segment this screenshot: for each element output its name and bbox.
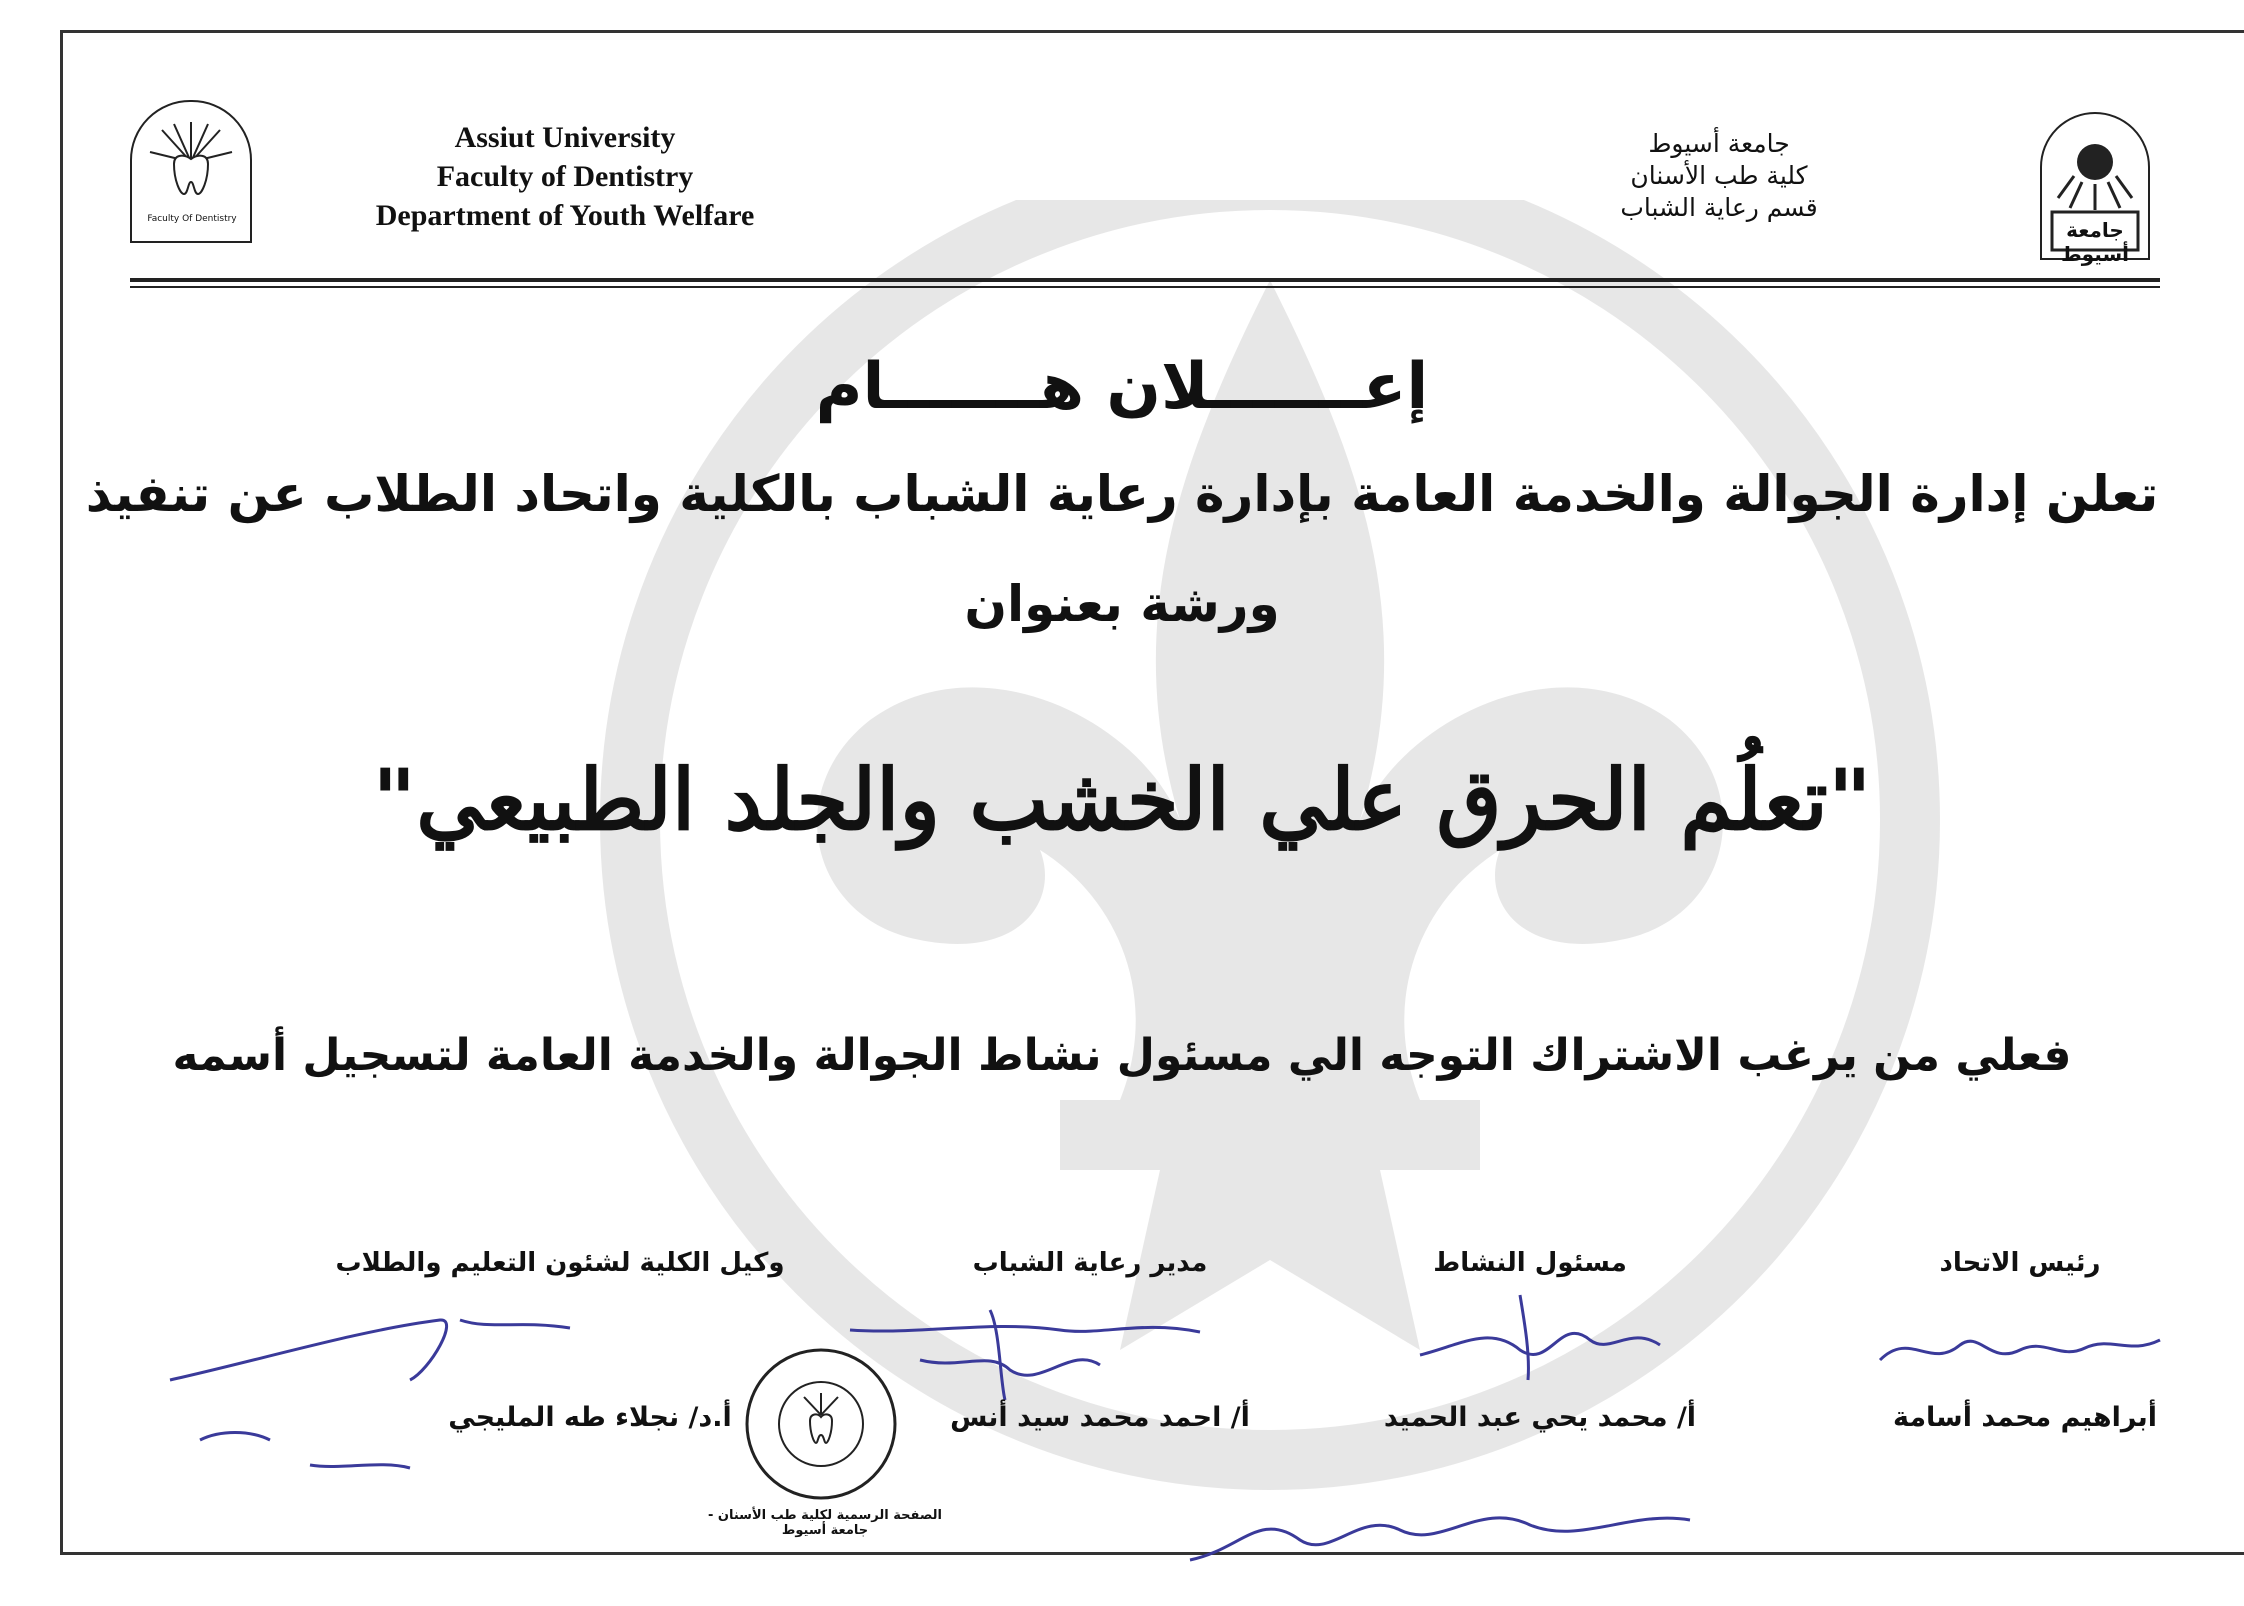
signatory-name-activity-officer: أ/ محمد يحي عبد الحميد xyxy=(1383,1402,1697,1433)
signatory-role-activity-officer: مسئول النشاط xyxy=(1433,1248,1627,1278)
english-header xyxy=(320,118,810,235)
header-divider xyxy=(130,278,2160,282)
assiut-university-logo xyxy=(2040,112,2150,266)
department-name-ar: قسم رعاية الشباب xyxy=(1620,193,1818,222)
faculty-name-ar: كلية طب الأسنان xyxy=(1630,161,1808,190)
university-name-en: Assiut University xyxy=(454,121,676,154)
signatory-role-union-president: رئيس الاتحاد xyxy=(1939,1248,2101,1278)
arabic-header xyxy=(1539,128,1899,224)
signatory-name-vice-dean: أ.د/ نجلاء طه المليجي xyxy=(448,1402,732,1433)
signatory-name-union-president: أبراهيم محمد أسامة xyxy=(1892,1402,2158,1433)
university-name-ar: جامعة أسيوط xyxy=(1648,129,1790,158)
signatory-role-vice-dean: وكيل الكلية لشئون التعليم والطلاب xyxy=(335,1248,785,1278)
announcement-heading: إعـــــــلان هـــــــام xyxy=(815,350,1429,424)
registration-instructions: فعلي من يرغب الاشتراك التوجه الي مسئول نشاط الجوالة والخدمة العامة لتسجيل أسمه xyxy=(172,1030,2072,1081)
workshop-title: "تعلُم الحرق علي الخشب والجلد الطبيعي" xyxy=(372,750,1872,849)
department-name-en: Department of Youth Welfare xyxy=(375,199,755,232)
faculty-name-en: Faculty of Dentistry xyxy=(436,160,694,193)
stamp-text: الصفحة الرسمية لكلية طب الأسنان - جامعة أسيوط xyxy=(707,1508,943,1538)
faculty-of-dentistry-logo xyxy=(130,100,252,243)
signatory-role-youth-welfare-director: مدير رعاية الشباب xyxy=(972,1248,1208,1278)
header-divider-thin xyxy=(130,286,2160,288)
logo-right-caption: جامعة أسيوط xyxy=(2061,218,2129,266)
workshop-label: ورشة بعنوان xyxy=(964,575,1280,633)
logo-left-caption: Faculty Of Dentistry xyxy=(147,214,237,224)
announcement-intro: تعلن إدارة الجوالة والخدمة العامة بإدارة رعاية الشباب بالكلية واتحاد الطلاب عن تنفيذ xyxy=(85,465,2159,523)
official-stamp-icon xyxy=(742,1345,900,1503)
signatory-name-youth-welfare-director: أ/ احمد محمد سيد أنس xyxy=(950,1402,1250,1433)
